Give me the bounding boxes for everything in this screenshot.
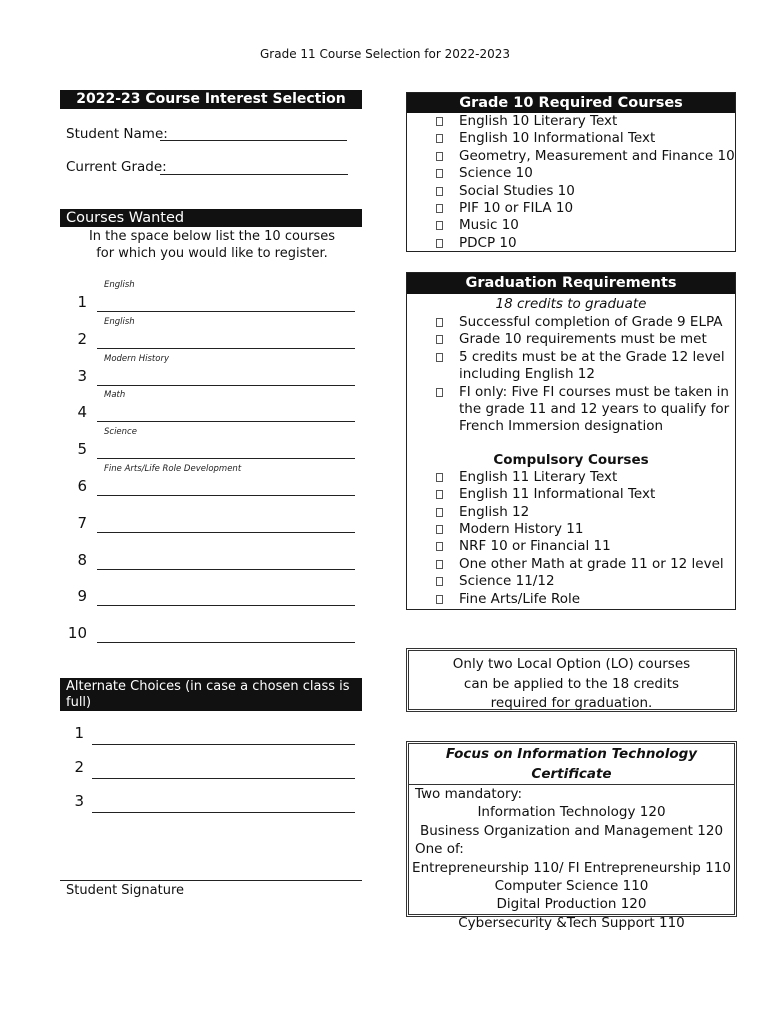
graduation-requirement-label: Successful completion of Grade 9 ELPA — [459, 314, 723, 330]
it-mandatory-course: Business Organization and Management 120 — [419, 822, 724, 839]
graduation-requirement-item — [407, 384, 735, 436]
signature-line[interactable] — [60, 880, 362, 881]
alternate-number: 2 — [74, 758, 84, 776]
checkbox-icon[interactable] — [436, 187, 443, 196]
current-grade-field[interactable] — [160, 174, 348, 175]
checkbox-icon[interactable] — [436, 388, 443, 397]
course-hint: Fine Arts/Life Role Development — [104, 464, 242, 474]
grade10-course-item — [407, 148, 735, 165]
compulsory-course-item — [407, 573, 735, 590]
compulsory-course-item — [407, 504, 735, 521]
checkbox-icon[interactable] — [436, 490, 443, 499]
it-mandatory-list — [409, 803, 734, 840]
course-number: 7 — [77, 513, 87, 532]
graduation-requirements-list — [407, 314, 735, 436]
course-number: 6 — [77, 477, 87, 495]
course-number: 2 — [77, 329, 87, 348]
checkbox-icon[interactable] — [436, 134, 443, 143]
alternate-number: 1 — [74, 724, 84, 742]
it-certificate-header: Focus on Information Technology Certificate — [409, 744, 734, 785]
graduation-requirement-label: FI only: Five FI courses must be taken in the grade 11 and 12 years to qualify for French Immersion designation — [459, 383, 730, 435]
student-name-field[interactable] — [160, 140, 347, 141]
course-entry-field[interactable] — [97, 385, 355, 386]
checkbox-icon[interactable] — [436, 542, 443, 551]
course-number: 10 — [67, 624, 87, 643]
course-hint: English — [104, 316, 135, 327]
it-option-course: Computer Science 110 — [494, 878, 649, 895]
compulsory-course-label: English 11 Literary Text — [459, 468, 618, 485]
grade10-course-label: Music 10 — [459, 217, 519, 234]
course-entry-field[interactable] — [97, 605, 355, 606]
grade10-course-item — [407, 200, 735, 217]
compulsory-course-item — [407, 556, 735, 573]
grade10-header: Grade 10 Required Courses — [407, 93, 735, 113]
document-title: Grade 11 Course Selection for 2022-2023 — [259, 47, 511, 61]
alternate-entry-field[interactable] — [92, 812, 355, 813]
checkbox-icon[interactable] — [436, 508, 443, 517]
grade10-course-label: PDCP 10 — [459, 234, 517, 251]
graduation-box — [406, 272, 736, 610]
compulsory-course-label: Modern History 11 — [459, 521, 584, 538]
compulsory-course-label: One other Math at grade 11 or 12 level — [459, 555, 724, 572]
alternate-entry-field[interactable] — [92, 744, 355, 745]
course-entry-field[interactable] — [97, 642, 355, 643]
graduation-subheader: 18 credits to graduate — [495, 296, 647, 312]
grade10-course-label: Geometry, Measurement and Finance 10 — [459, 147, 735, 164]
it-certificate-box — [406, 741, 737, 931]
grade10-course-label: English 10 Literary Text — [459, 113, 618, 129]
course-entry-field[interactable] — [97, 495, 355, 496]
compulsory-courses-list — [407, 469, 735, 608]
course-entry-field[interactable] — [97, 421, 355, 422]
checkbox-icon[interactable] — [436, 473, 443, 482]
grade10-course-item — [407, 217, 735, 234]
compulsory-course-item — [407, 521, 735, 538]
grade10-course-item — [407, 235, 735, 252]
two-mandatory-label: Two mandatory: — [415, 786, 523, 802]
course-entry-field[interactable] — [97, 458, 355, 459]
one-of-label: One of: — [415, 841, 464, 858]
grade10-course-item — [407, 130, 735, 147]
it-mandatory-course: Information Technology 120 — [477, 804, 666, 821]
course-number: 3 — [77, 366, 87, 385]
grade10-course-label: English 10 Informational Text — [459, 130, 656, 147]
interest-selection-header: 2022-23 Course Interest Selection — [60, 90, 362, 109]
current-grade-label: Current Grade: — [66, 159, 167, 175]
compulsory-course-label: NRF 10 or Financial 11 — [459, 538, 611, 555]
checkbox-icon[interactable] — [436, 595, 443, 604]
signature-label: Student Signature — [66, 883, 185, 898]
grade10-course-label: PIF 10 or FILA 10 — [459, 200, 574, 217]
course-number: 4 — [77, 403, 87, 422]
checkbox-icon[interactable] — [436, 318, 443, 327]
course-entry-field[interactable] — [97, 532, 355, 533]
checkbox-icon[interactable] — [436, 335, 443, 344]
graduation-header: Graduation Requirements — [407, 273, 735, 294]
alternate-choices-header: Alternate Choices (in case a chosen class is full) — [60, 678, 362, 711]
compulsory-course-item — [407, 469, 735, 486]
grade10-box — [406, 92, 736, 252]
graduation-requirement-item — [407, 314, 735, 331]
grade10-course-label: Social Studies 10 — [459, 182, 575, 199]
compulsory-course-label: Fine Arts/Life Role — [459, 590, 581, 607]
checkbox-icon[interactable] — [436, 239, 443, 248]
course-entry-field[interactable] — [97, 348, 355, 349]
checkbox-icon[interactable] — [436, 577, 443, 586]
local-option-note: Only two Local Option (LO) courses can be applied to the 18 credits required for graduation. — [406, 648, 737, 712]
course-hint: Modern History — [104, 353, 169, 364]
course-number: 9 — [77, 587, 87, 606]
compulsory-course-item — [407, 591, 735, 608]
compulsory-course-label: English 12 — [459, 503, 530, 520]
course-number: 1 — [77, 293, 87, 311]
compulsory-course-label: Science 11/12 — [459, 573, 555, 590]
checkbox-icon[interactable] — [436, 117, 443, 126]
course-entry-field[interactable] — [97, 311, 355, 312]
graduation-requirement-label: Grade 10 requirements must be met — [459, 331, 707, 348]
grade10-course-item — [407, 165, 735, 182]
grade10-course-item — [407, 183, 735, 200]
course-hint: Math — [104, 390, 126, 401]
compulsory-header: Compulsory Courses — [493, 451, 649, 468]
alternate-entry-field[interactable] — [92, 778, 355, 779]
checkbox-icon[interactable] — [436, 204, 443, 213]
compulsory-course-item — [407, 486, 735, 503]
checkbox-icon[interactable] — [436, 353, 443, 362]
alternate-number: 3 — [74, 792, 84, 810]
course-entry-field[interactable] — [97, 569, 355, 570]
grade10-list — [407, 113, 735, 252]
it-option-course: Digital Production 120 — [496, 896, 647, 913]
course-number: 8 — [77, 550, 87, 569]
graduation-requirement-label: 5 credits must be at the Grade 12 level including English 12 — [459, 348, 725, 383]
it-options-list — [409, 859, 734, 933]
compulsory-course-item — [407, 538, 735, 555]
student-name-label: Student Name: — [66, 126, 168, 142]
course-hint: English — [104, 280, 135, 290]
grade10-course-label: Science 10 — [459, 165, 533, 182]
course-number: 5 — [77, 440, 87, 459]
checkbox-icon[interactable] — [436, 221, 443, 230]
grade10-course-item — [407, 113, 735, 130]
compulsory-course-label: English 11 Informational Text — [459, 486, 656, 503]
courses-wanted-header: Courses Wanted — [60, 209, 362, 227]
checkbox-icon[interactable] — [436, 169, 443, 178]
graduation-requirement-item — [407, 349, 735, 384]
courses-instruction: In the space below list the 10 courses for which you would like to register. — [88, 229, 336, 261]
it-option-course: Entrepreneurship 110/ FI Entrepreneurship 110 — [412, 859, 731, 876]
it-option-course: Cybersecurity &Tech Support 110 — [458, 914, 685, 931]
graduation-requirement-item — [407, 331, 735, 348]
checkbox-icon[interactable] — [436, 152, 443, 161]
checkbox-icon[interactable] — [436, 525, 443, 534]
checkbox-icon[interactable] — [436, 560, 443, 569]
course-hint: Science — [104, 427, 137, 438]
